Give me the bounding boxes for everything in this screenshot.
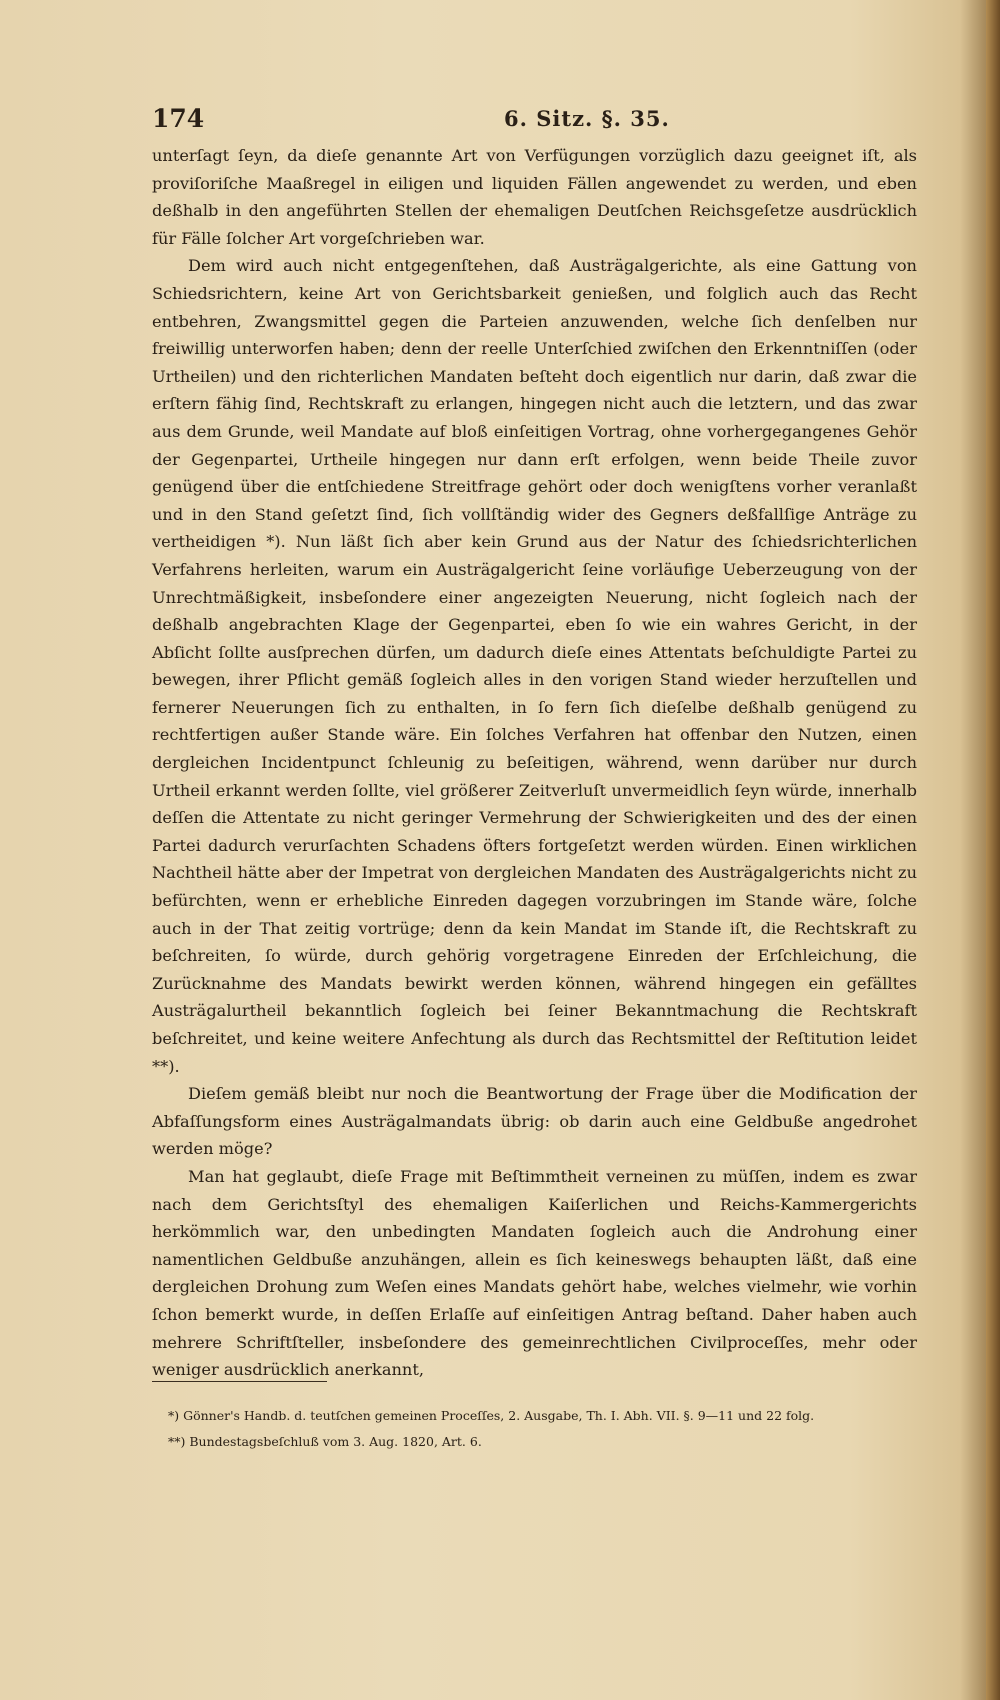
footnote-divider [152, 1381, 327, 1382]
footnote-2: **) Bundestagsbeſchluß vom 3. Aug. 1820, Art. 6. [168, 1434, 482, 1449]
running-head: 6. Sitz. §. 35. [504, 106, 670, 131]
book-spine-edge [986, 0, 1000, 1700]
paragraph-penalty-answer: Man hat geglaubt, dieſe Frage mit Beſtimmtheit verneinen zu müſſen, indem es zwar nach dem Gerichtsſtyl des ehemaligen Kaiſerlichen und Reichs-Kammergerichts herkömmlich war, den unbedingten Mandaten ſogleich auch die Androhung einer namentlichen Geldbuße anzuhängen, allein es ſich keineswegs behaupten läßt, daß eine dergleichen Drohung zum Weſen eines Mandats gehört habe, welches vielmehr, wie vorhin ſchon bemerkt wurde, in deſſen Erlaſſe auf einſeitigen Antrag beſtand. Daher haben auch mehrere Schriftſteller, insbeſondere des gemeinrechtlichen Civilproceſſes, mehr oder weniger ausdrücklich anerkannt, [152, 1166, 917, 1380]
page-number: 174 [152, 104, 205, 133]
paragraph-austraegal-mandates: Dem wird auch nicht entgegenſtehen, daß Austrägalgerichte, als eine Gattung von Schiedsrichtern, keine Art von Gerichtsbarkeit genießen, und folglich auch das Recht entbehren, Zwangsmittel gegen die Parteien anzuwenden, welche ſich denſelben nur freiwillig unterworfen haben; denn der reelle Unterſchied zwiſchen den Erkenntniſſen (oder Urtheilen) und den richterlichen Mandaten beſteht doch eigentlich nur darin, daß zwar die erſtern fähig ſind, Rechtskraft zu erlangen, hingegen nicht auch die letztern, und das zwar aus dem Grunde, weil Mandate auf bloß einſeitigen Vortrag, ohne vorhergegangenes Gehör der Gegenpartei, Urtheile hingegen nur dann erſt erfolgen, wenn beide Theile zuvor genügend über die entſchiedene Streitfrage gehört oder doch wenigſtens vorher veranlaßt und in den Stand geſetzt ſind, ſich vollſtändig wider des Gegners deßfallſige Anträge zu vertheidigen *). Nun läßt ſich aber kein Grund aus der Natur des ſchiedsrichterlichen Verfahrens herleiten, warum ein Austrägalgericht ſeine vorläufige Ueberzeugung von der Unrechtmäßigkeit, insbeſondere einer angezeigten Neuerung, nicht ſogleich nach der deßhalb angebrachten Klage der Gegenpartei, eben ſo wie ein wahres Gericht, in der Abſicht ſollte ausſprechen dürfen, um dadurch dieſe eines Attentats beſchuldigte Partei zu bewegen, ihrer Pflicht gemäß ſogleich alles in den vorigen Stand wieder herzuſtellen und fernerer Neuerungen ſich zu enthalten, in ſo fern ſich dieſelbe deßhalb genügend zu rechtfertigen außer Stande wäre. Ein ſolches Verfahren hat offenbar den Nutzen, einen dergleichen Incidentpunct ſchleunig zu beſeitigen, während, wenn darüber nur durch Urtheil erkannt werden ſollte, viel größerer Zeitverluſt unvermeidlich ſeyn würde, innerhalb deſſen die Attentate zu nicht geringer Vermehrung der Schwierigkeiten und des der einen Partei dadurch verurſachten Schadens öfters fortgeſetzt werden würden. Einen wirklichen Nachtheil hätte aber der Impetrat von dergleichen Mandaten des Austrägalgerichts nicht zu befürchten, wenn er erhebliche Einreden dagegen vorzubringen im Stande wäre, ſolche auch in der That zeitig vortrüge; denn da kein Mandat im Stande iſt, die Rechtskraft zu beſchreiten, ſo würde, durch gehörig vorgetragene Einreden der Erſchleichung, die Zurücknahme des Mandats bewirkt werden können, während hingegen ein gefälltes Austrägalurtheil bekanntlich ſogleich bei ſeiner Bekanntmachung die Rechtskraft beſchreitet, und keine weitere Anfechtung als durch das Rechtsmittel der Reſtitution leidet **). [152, 256, 917, 1076]
paragraph-continuation: unterſagt ſeyn, da dieſe genannte Art von Verfügungen vorzüglich dazu geeignet iſt, als proviſoriſche Maaßregel in eiligen und liquiden Fällen angewendet zu werden, und eben deßhalb in den angeführten Stellen der ehemaligen Deutſchen Reichsgeſetze ausdrücklich für Fälle ſolcher Art vorgeſchrieben war. [152, 146, 917, 248]
footnotes [168, 1403, 908, 1455]
footnote-1: *) Gönner's Handb. d. teutſchen gemeinen Proceſſes, 2. Ausgabe, Th. I. Abh. VII. §. 9—11 und 22 folg. [168, 1408, 815, 1423]
main-text [152, 142, 917, 1384]
page-header [152, 104, 912, 138]
paragraph-modification-question: Dieſem gemäß bleibt nur noch die Beantwortung der Frage über die Modification der Abfaſſungsform eines Austrägalmandats übrig: ob darin auch eine Geldbuße angedrohet werden möge? [152, 1084, 917, 1159]
